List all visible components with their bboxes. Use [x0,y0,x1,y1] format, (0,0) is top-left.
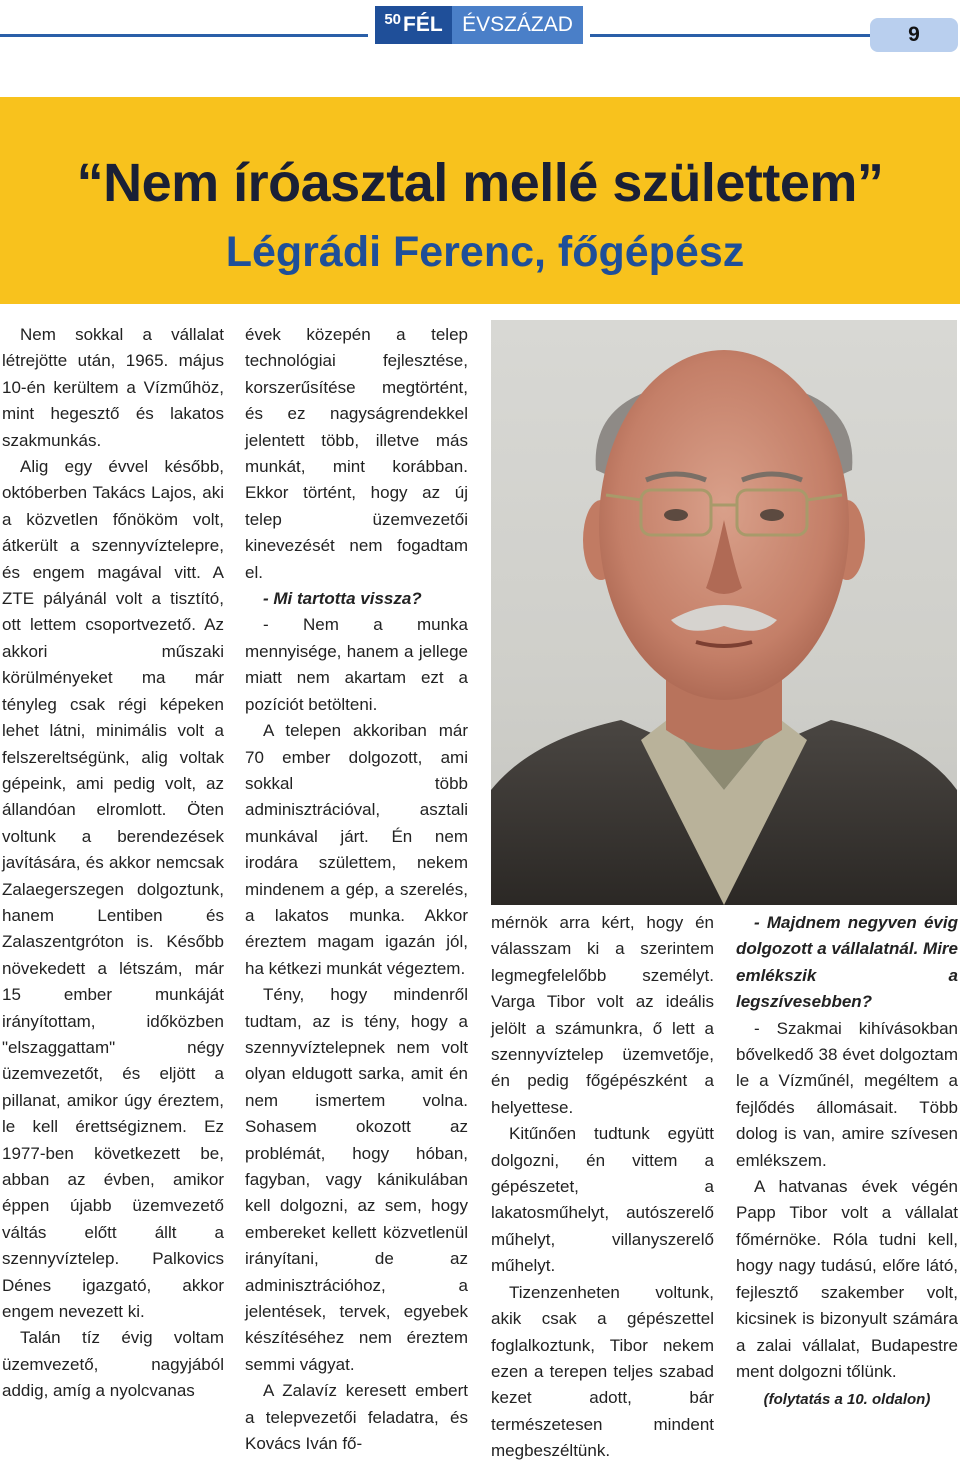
header-rule-left [0,34,368,37]
paragraph: évek közepén a telep technológiai fejlesztése, korszerűsítése megtörtént, és ez nagyságrendekkel jelentett több, illetve más munkát, mint korábban. Ekkor történt, hogy az új telep üzemvezetői kinevezését nem fogadtam el. [245,325,468,582]
paragraph: - Szakmai kihívásokban bővelkedő 38 évet dolgoztam le a Vízműnél, megéltem a fejlődés állomásait. Több dolog is van, amire szívesen emlékszem. [736,1018,958,1170]
text-column-4 [736,910,958,1414]
page-number: 9 [908,23,920,46]
interview-question: - Mi tartotta vissza? [263,589,422,609]
logo-left-block [375,6,452,44]
text-column-2 [245,322,468,1457]
paragraph: A Zalavíz keresett embert a telepvezetői feladatra, és Kovács Iván fő- [245,1381,468,1454]
logo-right-block [452,6,583,44]
text-column-3 [491,910,714,1465]
publication-logo [375,6,583,44]
paragraph: mérnök arra kért, hogy én válasszam ki a szerintem legmegfelelőbb személyt. Varga Tibor volt az ideális jelölt a számunkra, ő lett a szennyvíztelep üzemvetője, én pedig főgépészként a helyettese. [491,913,714,1117]
page-number-badge [870,18,958,52]
article-subtitle: Légrádi Ferenc, főgépész [225,228,745,276]
header-rule-right [590,34,876,37]
paragraph: Tény, hogy mindenről tudtam, az is tény, hogy a szennyvíztelepnek nem volt olyan eldugott sarka, amit én nem ismertem volna. Sohasem okozott az problémát, hogy hóban, fagyban, vagy kánikulában kell dolgozni, az sem, hogy embereket kellett közvetlenül irányítani, de az adminisztrációhoz, a jelentések, tervek, egyebek készítéséhez nem éreztem semmi vágyat. [245,985,468,1374]
article-title: “Nem íróasztal mellé születtem” [76,153,884,213]
paragraph: Alig egy évvel később, októberben Takács Lajos, aki a közvetlen főnököm volt, átkerült a szennyvíztelepre, és engem magával vitt. A ZTE pályánál volt a tisztító, ott lettem csoportvezető. Az akkori műszaki körülményeket ma már tényleg csak régi képeken lehet látni, minimális volt a felszereltségünk, alig voltak gépeink, ami pedig volt, az állandóan elromlott. Öten voltunk a berendezések javítására, és akkor nemcsak Zalaegerszegen dolgoztunk, hanem Lentiben és Zalaszentgróton is. Később növekedett a létszám, már 15 ember munkáját irányítottam, időközben "elszaggattam" négy üzemvezetőt, és eljött a pillanat, amikor úgy éreztem, le kell érettségiznem. Ez 1977-ben következett be, abban az évben, amikor éppen újabb üzemvezető váltás előtt állt a szennyvíztelep. Palkovics Dénes igazgató, akkor engem nevezett ki. [2,457,224,1322]
text-column-1 [2,322,224,1405]
logo-number: 50 [384,10,401,28]
portrait-photo [491,320,957,905]
paragraph: A telepen akkoriban már 70 ember dolgozott, ami sokkal több adminisztrációval, asztali munkával járt. Én nem irodára születtem, nekem mindenem a gép, a szerelés, a lakatos munka. Akkor éreztem magam igazán jól, ha kétkezi munkát végeztem. [245,721,468,978]
paragraph: A hatvanas évek végén Papp Tibor volt a vállalat főmérnöke. Róla tudni kell, hogy nagy tudású, előre látó, fejlesztő szakember volt, kicsinek is bizonyult számára a zalai vállalat, Budapestre ment dolgozni tőlünk. [736,1177,958,1381]
paragraph: Talán tíz évig voltam üzemvezető, nagyjából addig, amíg a nyolcvanas [2,1328,224,1401]
portrait-illustration [491,320,957,905]
paragraph: Tizenzenheten voltunk, akik csak a gépészettel foglalkoztunk, Tibor nekem ezen a terepen teljes szabad kezet adott, bár természetesen mindent megbeszéltünk. [491,1282,714,1461]
logo-word-fel: FÉL [403,13,443,36]
continuation-note: (folytatás a 10. oldalon) [763,1391,931,1409]
paragraph: - Nem a munka mennyisége, hanem a jellege miatt nem akartam ezt a pozíciót betölteni. [245,615,468,714]
paragraph: Kitűnően tudtunk együtt dolgozni, én vittem a gépészetet, a lakatosműhelyt, autószerelő műhelyt, villanyszerelő műhelyt. [491,1124,714,1276]
paragraph: Nem sokkal a vállalat létrejötte után, 1965. május 10-én kerültem a Vízműhöz, mint hegesztő és lakatos szakmunkás. [2,325,224,450]
logo-word-evszazad: ÉVSZÁZAD [462,13,573,36]
interview-question: - Majdnem negyven évig dolgozott a vállalatnál. Mire emlékszik a legszívesebben? [736,913,958,1012]
